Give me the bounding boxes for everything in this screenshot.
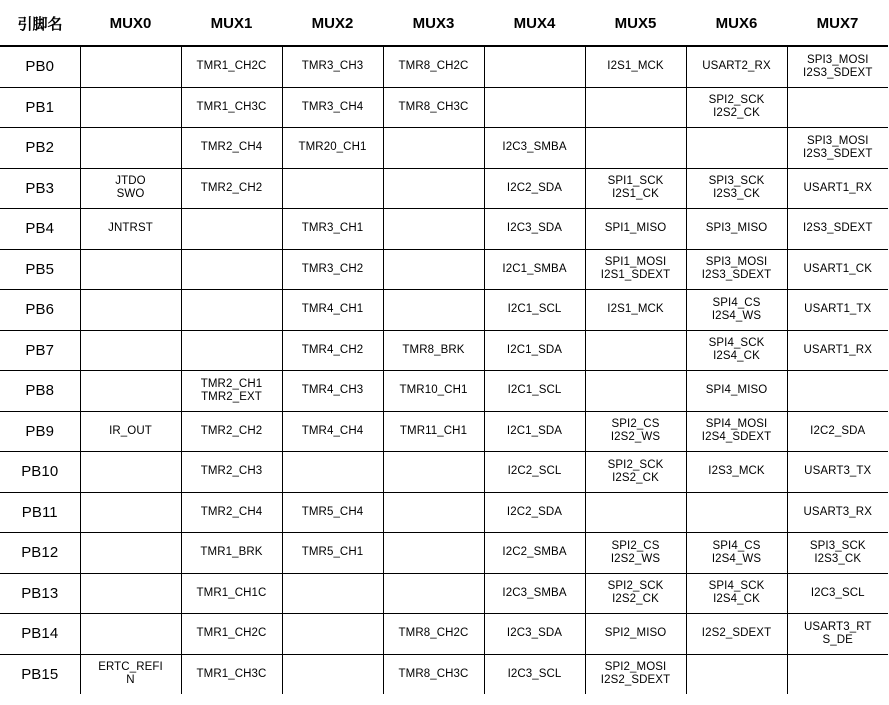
table-row bbox=[0, 614, 888, 655]
mux5-cell bbox=[585, 330, 686, 371]
mux1-cell: TMR1_CH2C bbox=[181, 46, 282, 87]
header-pin-name: 引脚名 bbox=[0, 2, 80, 46]
mux4-cell: I2C3_SMBA bbox=[484, 128, 585, 169]
mux1-cell: TMR2_CH3 bbox=[181, 452, 282, 493]
table-row bbox=[0, 87, 888, 128]
mux2-cell: TMR4_CH2 bbox=[282, 330, 383, 371]
mux5-cell bbox=[585, 128, 686, 169]
mux4-cell: I2C1_SDA bbox=[484, 411, 585, 452]
mux7-cell: I2C3_SCL bbox=[787, 573, 888, 614]
pin-name-cell: PB11 bbox=[0, 492, 80, 533]
mux3-cell bbox=[383, 168, 484, 209]
mux0-cell bbox=[80, 128, 181, 169]
mux0-cell bbox=[80, 452, 181, 493]
mux4-cell: I2C1_SDA bbox=[484, 330, 585, 371]
pin-name-cell: PB14 bbox=[0, 614, 80, 655]
pin-name-cell: PB10 bbox=[0, 452, 80, 493]
mux5-cell bbox=[585, 87, 686, 128]
mux2-cell bbox=[282, 614, 383, 655]
pin-name-cell: PB2 bbox=[0, 128, 80, 169]
mux1-cell: TMR1_CH3C bbox=[181, 654, 282, 694]
mux0-cell bbox=[80, 371, 181, 412]
mux1-cell bbox=[181, 209, 282, 250]
mux1-cell bbox=[181, 330, 282, 371]
table-row bbox=[0, 128, 888, 169]
mux0-cell: IR_OUT bbox=[80, 411, 181, 452]
mux2-cell bbox=[282, 452, 383, 493]
pin-name-cell: PB3 bbox=[0, 168, 80, 209]
mux7-cell: I2C2_SDA bbox=[787, 411, 888, 452]
mux7-cell bbox=[787, 371, 888, 412]
pin-name-cell: PB1 bbox=[0, 87, 80, 128]
mux2-cell: TMR5_CH4 bbox=[282, 492, 383, 533]
table-row bbox=[0, 371, 888, 412]
mux0-cell bbox=[80, 533, 181, 574]
header-mux2: MUX2 bbox=[282, 2, 383, 46]
table-body bbox=[0, 46, 888, 694]
mux0-cell bbox=[80, 614, 181, 655]
mux3-cell: TMR10_CH1 bbox=[383, 371, 484, 412]
mux2-cell: TMR3_CH1 bbox=[282, 209, 383, 250]
mux0-cell bbox=[80, 573, 181, 614]
mux3-cell bbox=[383, 452, 484, 493]
mux2-cell: TMR4_CH4 bbox=[282, 411, 383, 452]
mux5-cell: SPI1_SCK I2S1_CK bbox=[585, 168, 686, 209]
mux1-cell: TMR1_CH1C bbox=[181, 573, 282, 614]
header-mux3: MUX3 bbox=[383, 2, 484, 46]
mux6-cell: I2S3_MCK bbox=[686, 452, 787, 493]
table-row bbox=[0, 290, 888, 331]
mux6-cell: SPI3_MOSI I2S3_SDEXT bbox=[686, 249, 787, 290]
header-mux5: MUX5 bbox=[585, 2, 686, 46]
mux1-cell: TMR1_CH2C bbox=[181, 614, 282, 655]
table-header-row bbox=[0, 2, 888, 46]
pin-name-cell: PB9 bbox=[0, 411, 80, 452]
mux5-cell: SPI2_CS I2S2_WS bbox=[585, 533, 686, 574]
mux1-cell: TMR2_CH4 bbox=[181, 128, 282, 169]
mux1-cell: TMR1_BRK bbox=[181, 533, 282, 574]
mux5-cell: SPI1_MOSI I2S1_SDEXT bbox=[585, 249, 686, 290]
mux6-cell: SPI3_SCK I2S3_CK bbox=[686, 168, 787, 209]
mux1-cell bbox=[181, 290, 282, 331]
mux3-cell bbox=[383, 573, 484, 614]
mux7-cell: SPI3_MOSI I2S3_SDEXT bbox=[787, 46, 888, 87]
mux3-cell bbox=[383, 492, 484, 533]
pin-name-cell: PB8 bbox=[0, 371, 80, 412]
mux3-cell bbox=[383, 533, 484, 574]
mux2-cell: TMR4_CH1 bbox=[282, 290, 383, 331]
pin-name-cell: PB15 bbox=[0, 654, 80, 694]
mux7-cell: USART1_RX bbox=[787, 168, 888, 209]
mux0-cell bbox=[80, 87, 181, 128]
mux3-cell: TMR8_CH3C bbox=[383, 654, 484, 694]
mux0-cell bbox=[80, 46, 181, 87]
mux4-cell: I2C2_SDA bbox=[484, 168, 585, 209]
mux2-cell: TMR3_CH3 bbox=[282, 46, 383, 87]
pin-name-cell: PB6 bbox=[0, 290, 80, 331]
mux0-cell bbox=[80, 290, 181, 331]
mux7-cell: USART1_TX bbox=[787, 290, 888, 331]
header-mux7: MUX7 bbox=[787, 2, 888, 46]
mux4-cell: I2C3_SMBA bbox=[484, 573, 585, 614]
header-mux0: MUX0 bbox=[80, 2, 181, 46]
mux0-cell bbox=[80, 492, 181, 533]
mux5-cell: SPI2_CS I2S2_WS bbox=[585, 411, 686, 452]
table-row bbox=[0, 452, 888, 493]
mux6-cell: SPI4_CS I2S4_WS bbox=[686, 533, 787, 574]
mux4-cell: I2C1_SCL bbox=[484, 290, 585, 331]
table-row bbox=[0, 573, 888, 614]
mux5-cell: SPI1_MISO bbox=[585, 209, 686, 250]
table-row bbox=[0, 249, 888, 290]
mux4-cell: I2C2_SDA bbox=[484, 492, 585, 533]
mux0-cell: JNTRST bbox=[80, 209, 181, 250]
pin-name-cell: PB12 bbox=[0, 533, 80, 574]
mux3-cell: TMR8_BRK bbox=[383, 330, 484, 371]
mux4-cell: I2C2_SMBA bbox=[484, 533, 585, 574]
mux6-cell: I2S2_SDEXT bbox=[686, 614, 787, 655]
mux7-cell: USART1_RX bbox=[787, 330, 888, 371]
mux4-cell: I2C1_SMBA bbox=[484, 249, 585, 290]
header-mux4: MUX4 bbox=[484, 2, 585, 46]
mux5-cell: SPI2_MOSI I2S2_SDEXT bbox=[585, 654, 686, 694]
mux7-cell: USART3_TX bbox=[787, 452, 888, 493]
mux3-cell bbox=[383, 128, 484, 169]
mux4-cell: I2C3_SDA bbox=[484, 614, 585, 655]
mux6-cell: SPI2_SCK I2S2_CK bbox=[686, 87, 787, 128]
mux2-cell: TMR3_CH4 bbox=[282, 87, 383, 128]
table-row bbox=[0, 654, 888, 694]
table-row bbox=[0, 330, 888, 371]
header-mux6: MUX6 bbox=[686, 2, 787, 46]
mux7-cell bbox=[787, 87, 888, 128]
mux5-cell: SPI2_MISO bbox=[585, 614, 686, 655]
mux6-cell bbox=[686, 492, 787, 533]
mux4-cell bbox=[484, 46, 585, 87]
mux7-cell: SPI3_SCK I2S3_CK bbox=[787, 533, 888, 574]
mux6-cell bbox=[686, 654, 787, 694]
table-row bbox=[0, 209, 888, 250]
pin-name-cell: PB0 bbox=[0, 46, 80, 87]
mux3-cell bbox=[383, 209, 484, 250]
mux3-cell bbox=[383, 290, 484, 331]
mux6-cell: SPI3_MISO bbox=[686, 209, 787, 250]
mux5-cell bbox=[585, 492, 686, 533]
mux2-cell bbox=[282, 654, 383, 694]
mux7-cell: I2S3_SDEXT bbox=[787, 209, 888, 250]
pin-name-cell: PB5 bbox=[0, 249, 80, 290]
pin-name-cell: PB13 bbox=[0, 573, 80, 614]
mux7-cell: SPI3_MOSI I2S3_SDEXT bbox=[787, 128, 888, 169]
mux1-cell: TMR2_CH4 bbox=[181, 492, 282, 533]
mux1-cell bbox=[181, 249, 282, 290]
table-row bbox=[0, 46, 888, 87]
mux3-cell: TMR11_CH1 bbox=[383, 411, 484, 452]
mux7-cell: USART1_CK bbox=[787, 249, 888, 290]
mux2-cell: TMR3_CH2 bbox=[282, 249, 383, 290]
mux5-cell: SPI2_SCK I2S2_CK bbox=[585, 573, 686, 614]
table-row bbox=[0, 168, 888, 209]
mux5-cell: I2S1_MCK bbox=[585, 46, 686, 87]
mux6-cell: SPI4_MOSI I2S4_SDEXT bbox=[686, 411, 787, 452]
mux2-cell: TMR20_CH1 bbox=[282, 128, 383, 169]
mux4-cell: I2C1_SCL bbox=[484, 371, 585, 412]
mux5-cell bbox=[585, 371, 686, 412]
mux7-cell bbox=[787, 654, 888, 694]
pin-name-cell: PB4 bbox=[0, 209, 80, 250]
pin-name-cell: PB7 bbox=[0, 330, 80, 371]
mux5-cell: SPI2_SCK I2S2_CK bbox=[585, 452, 686, 493]
header-mux1: MUX1 bbox=[181, 2, 282, 46]
mux6-cell: SPI4_MISO bbox=[686, 371, 787, 412]
mux2-cell bbox=[282, 573, 383, 614]
table-row bbox=[0, 492, 888, 533]
mux2-cell: TMR5_CH1 bbox=[282, 533, 383, 574]
mux3-cell: TMR8_CH3C bbox=[383, 87, 484, 128]
mux6-cell bbox=[686, 128, 787, 169]
mux1-cell: TMR1_CH3C bbox=[181, 87, 282, 128]
mux2-cell bbox=[282, 168, 383, 209]
mux3-cell bbox=[383, 249, 484, 290]
mux5-cell: I2S1_MCK bbox=[585, 290, 686, 331]
mux4-cell bbox=[484, 87, 585, 128]
mux1-cell: TMR2_CH1 TMR2_EXT bbox=[181, 371, 282, 412]
mux2-cell: TMR4_CH3 bbox=[282, 371, 383, 412]
table-row bbox=[0, 533, 888, 574]
mux4-cell: I2C3_SCL bbox=[484, 654, 585, 694]
mux3-cell: TMR8_CH2C bbox=[383, 614, 484, 655]
mux7-cell: USART3_RT S_DE bbox=[787, 614, 888, 655]
mux6-cell: SPI4_CS I2S4_WS bbox=[686, 290, 787, 331]
mux6-cell: SPI4_SCK I2S4_CK bbox=[686, 573, 787, 614]
mux0-cell bbox=[80, 330, 181, 371]
mux3-cell: TMR8_CH2C bbox=[383, 46, 484, 87]
table-row bbox=[0, 411, 888, 452]
mux6-cell: SPI4_SCK I2S4_CK bbox=[686, 330, 787, 371]
mux1-cell: TMR2_CH2 bbox=[181, 168, 282, 209]
mux0-cell: ERTC_REFI N bbox=[80, 654, 181, 694]
mux6-cell: USART2_RX bbox=[686, 46, 787, 87]
mux0-cell: JTDO SWO bbox=[80, 168, 181, 209]
mux1-cell: TMR2_CH2 bbox=[181, 411, 282, 452]
mux7-cell: USART3_RX bbox=[787, 492, 888, 533]
mux4-cell: I2C3_SDA bbox=[484, 209, 585, 250]
mux0-cell bbox=[80, 249, 181, 290]
mux4-cell: I2C2_SCL bbox=[484, 452, 585, 493]
pin-mux-table bbox=[0, 2, 888, 694]
